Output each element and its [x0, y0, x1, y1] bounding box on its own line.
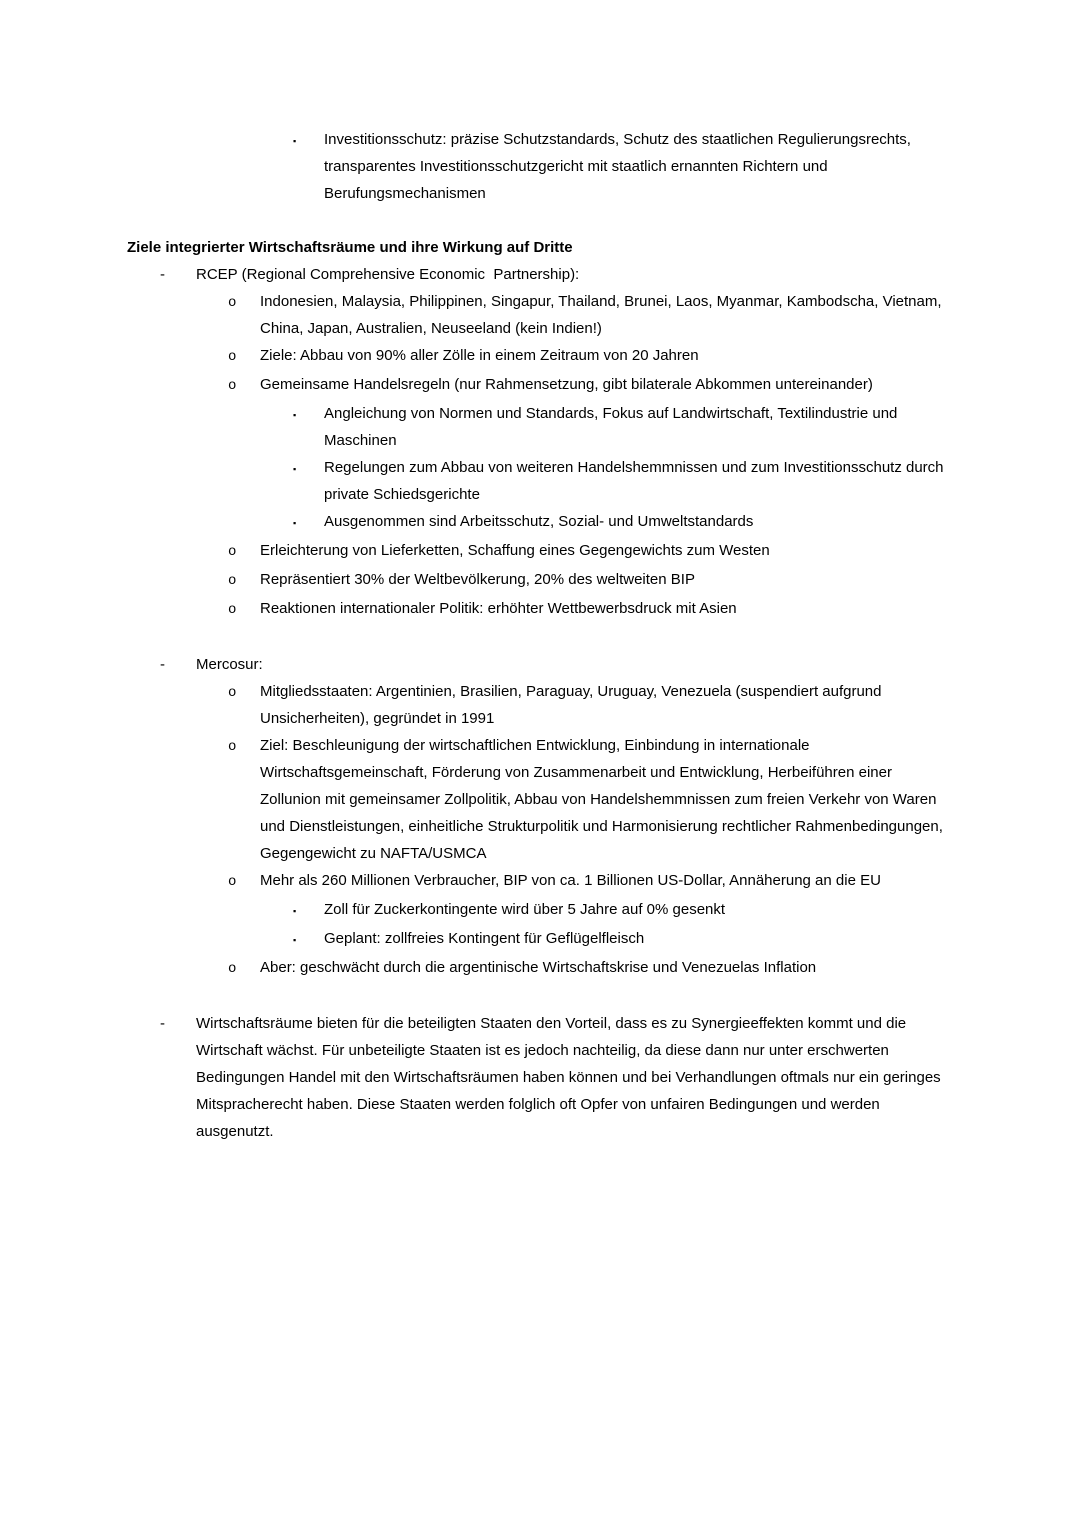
circle-bullet-marker: o — [228, 685, 237, 701]
square-bullet-marker: ▪ — [293, 906, 297, 916]
list-item-circle — [127, 371, 950, 400]
list-item-text: Indonesien, Malaysia, Philippinen, Singapur, Thailand, Brunei, Laos, Myanmar, Kambodscha, Vietnam, China, Japan, Australien, Neuseeland (kein Indien!) — [260, 293, 946, 337]
list-item-square — [127, 454, 950, 508]
list-item-circle — [127, 595, 950, 624]
square-bullet-marker: ▪ — [293, 935, 297, 945]
list-item-circle — [127, 537, 950, 566]
dash-bullet-marker: - — [160, 1015, 165, 1032]
list-item-text: Mercosur: — [196, 656, 263, 673]
square-bullet-marker: ▪ — [293, 410, 297, 420]
list-item-square — [127, 400, 950, 454]
list-item-circle — [127, 732, 950, 867]
list-item-text: Ziel: Beschleunigung der wirtschaftlichen Entwicklung, Einbindung in internationale Wirtschaftsgemeinschaft, Förderung von Zusammenarbeit und Entwicklung, Herbeiführen einer Zollunion mit gemeinsamer Zollpolitik, Abbau von Handelshemmnissen zum freien Verkehr von Waren und Dienstleistungen, einheitliche Strukturpolitik und Harmonisierung rechtlicher Rahmenbedingungen, Gegengewicht zu NAFTA/USMCA — [260, 737, 948, 862]
list-item-text: Aber: geschwächt durch die argentinische Wirtschaftskrise und Venezuelas Inflation — [260, 959, 817, 976]
blank-line — [127, 624, 950, 651]
list-item-dash — [127, 1010, 950, 1145]
list-item-text: Erleichterung von Lieferketten, Schaffung eines Gegengewichts zum Westen — [260, 542, 770, 559]
circle-bullet-marker: o — [228, 544, 237, 560]
dash-bullet-marker: - — [160, 266, 165, 283]
circle-bullet-marker: o — [228, 961, 237, 977]
document-body — [127, 126, 950, 1145]
list-item-circle — [127, 566, 950, 595]
circle-bullet-marker: o — [228, 874, 237, 890]
list-item-dash — [127, 651, 950, 678]
list-item-circle — [127, 288, 950, 342]
list-item-text: Geplant: zollfreies Kontingent für Geflügelfleisch — [324, 930, 645, 947]
list-item-circle — [127, 342, 950, 371]
square-bullet-marker: ▪ — [293, 464, 297, 474]
circle-bullet-marker: o — [228, 602, 237, 618]
list-item-circle — [127, 678, 950, 732]
circle-bullet-marker: o — [228, 349, 237, 365]
list-item-text: Gemeinsame Handelsregeln (nur Rahmensetzung, gibt bilaterale Abkommen untereinander) — [260, 376, 873, 393]
list-item-text: Regelungen zum Abbau von weiteren Handelshemmnissen und zum Investitionsschutz durch private Schiedsgerichte — [324, 459, 948, 503]
list-item-square — [127, 896, 950, 925]
circle-bullet-marker: o — [228, 739, 237, 755]
list-item-text: Investitionsschutz: präzise Schutzstandards, Schutz des staatlichen Regulierungsrechts, transparentes Investitionsschutzgericht mit staatlich ernannten Richtern und Berufungsmechanismen — [324, 131, 916, 202]
list-item-square — [127, 508, 950, 537]
list-item-text: Ausgenommen sind Arbeitsschutz, Sozial- und Umweltstandards — [324, 513, 754, 530]
list-item-text: Wirtschaftsräume bieten für die beteiligten Staaten den Vorteil, dass es zu Synergieeffekten kommt und die Wirtschaft wächst. Für unbeteiligte Staaten ist es jedoch nachteilig, da diese dann nur unter erschwerten Bedingungen Handel mit den Wirtschaftsräumen haben können und bei Verhandlungen oftmals nur ein geringes Mitspracherecht haben. Diese Staaten werden folglich oft Opfer von unfairen Bedingungen und werden ausgenutzt. — [196, 1015, 945, 1140]
circle-bullet-marker: o — [228, 378, 237, 394]
square-bullet-marker: ▪ — [293, 136, 297, 146]
list-item-square — [127, 925, 950, 954]
square-bullet-marker: ▪ — [293, 518, 297, 528]
blank-line — [127, 983, 950, 1010]
heading-text: Ziele integrierter Wirtschaftsräume und ihre Wirkung auf Dritte — [127, 239, 573, 256]
list-item-text: Mitgliedsstaaten: Argentinien, Brasilien, Paraguay, Uruguay, Venezuela (suspendiert aufgrund Unsicherheiten), gegründet in 1991 — [260, 683, 886, 727]
section-heading — [127, 234, 950, 261]
list-item-text: Angleichung von Normen und Standards, Fokus auf Landwirtschaft, Textilindustrie und Maschinen — [324, 405, 902, 449]
list-item-text: Ziele: Abbau von 90% aller Zölle in einem Zeitraum von 20 Jahren — [260, 347, 699, 364]
list-item-text: Zoll für Zuckerkontingente wird über 5 Jahre auf 0% gesenkt — [324, 901, 726, 918]
list-item-text: RCEP (Regional Comprehensive Economic Partnership): — [196, 266, 580, 283]
list-item-circle — [127, 954, 950, 983]
list-item-text: Mehr als 260 Millionen Verbraucher, BIP von ca. 1 Billionen US-Dollar, Annäherung an die EU — [260, 872, 881, 889]
circle-bullet-marker: o — [228, 573, 237, 589]
circle-bullet-marker: o — [228, 295, 237, 311]
blank-line — [127, 207, 950, 234]
list-item-dash — [127, 261, 950, 288]
list-item-circle — [127, 867, 950, 896]
dash-bullet-marker: - — [160, 656, 165, 673]
list-item-text: Repräsentiert 30% der Weltbevölkerung, 20% des weltweiten BIP — [260, 571, 695, 588]
list-item-text: Reaktionen internationaler Politik: erhöhter Wettbewerbsdruck mit Asien — [260, 600, 737, 617]
list-item-square — [127, 126, 950, 207]
